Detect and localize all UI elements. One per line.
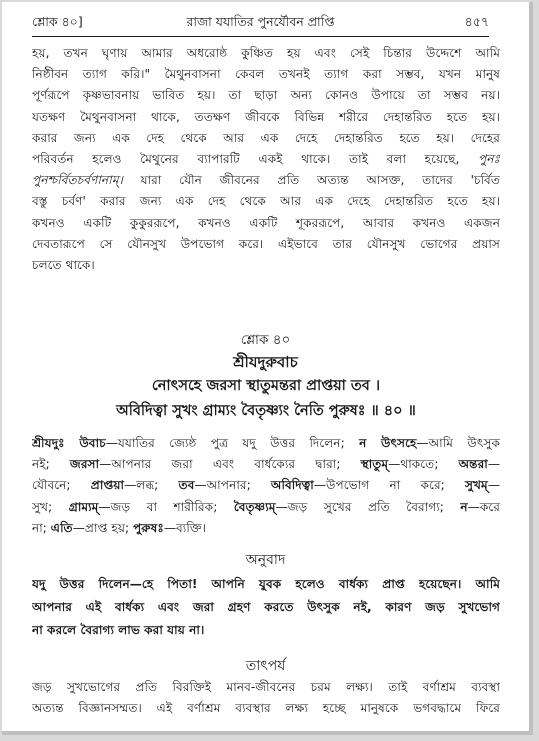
intro-line: পূর্ণরূপে কৃষ্ণভাবনায় ভাবিত হয়। তা ছাড়া অন্য কোনও উপায়ে তা সম্ভব নয়।	[32, 88, 500, 103]
synonym-term: এতি	[50, 520, 73, 535]
synonym-meaning: —থাকতে;	[388, 457, 439, 472]
intro-line: কখনও একটি কুকুররূপে, কখনও একটি শূকররূপে, আবার কখনও একজন	[32, 215, 500, 230]
quote-italic: পুনশ্চর্বিতচর্বণানাম্।	[32, 173, 123, 188]
synonym-term: প্রাপ্তয়া	[90, 478, 125, 493]
intro-line: নিষ্ঠীবন ত্যাগ করি।" মৈথুনবাসনা কেবল তখনই ত্যাগ করা সম্ভব, যখন মানুষ	[32, 67, 500, 82]
synonym-term: ন	[460, 499, 468, 514]
intro-line: বস্তু চর্বণ' করার জন্য এক দেহ থেকে আর এক দেহে দেহান্তরিত হতে হয়।	[32, 194, 500, 209]
intro-line: হয়, তখন ঘৃণায় আমার অধরোষ্ঠ কুঞ্চিত হয় এবং সেই চিন্তার উদ্দেশে আমি	[32, 46, 500, 60]
running-header	[32, 12, 489, 32]
intro-text: যারা যৌন জীবনের প্রতি অত্যন্ত আসক্ত, তাদের 'চর্বিত	[122, 173, 500, 188]
purport-heading: তাৎপর্য	[245, 658, 286, 674]
intro-line	[32, 170, 500, 191]
verse-speaker: শ্রীযদুরুবাচ	[233, 353, 298, 371]
synonym-term: বৈতৃষ্ণ্যম্	[233, 499, 276, 514]
verse-label: শ্লোক ৪০	[240, 332, 291, 348]
synonym-term: পুরুষঃ	[132, 520, 164, 535]
translation-line: যদু উত্তর দিলেন—হে পিতা! আপনি যুবক হলেও বার্ধক্য প্রাপ্ত হয়েছেন। আমি	[32, 577, 500, 591]
translation-paragraph	[32, 573, 500, 642]
header-chapter-title: রাজা যযাতির পুনর্যৌবন প্রাপ্তি	[186, 14, 335, 29]
quote-italic: পুনঃ	[477, 152, 500, 167]
intro-line	[32, 149, 500, 170]
book-page	[2, 2, 533, 735]
synonym-line	[32, 518, 500, 539]
header-page-number: ৪৫৭	[464, 14, 489, 29]
synonym-term: স্থাতুম্	[360, 457, 389, 472]
synonym-line	[32, 475, 500, 496]
synonym-meaning: —যযাতির জ্যেষ্ঠ পুত্র যদু উত্তর দিলেন;	[105, 436, 345, 450]
synonym-meaning: —আমি উৎসুক	[416, 436, 500, 450]
intro-paragraph	[32, 43, 500, 276]
synonyms	[32, 433, 500, 539]
intro-line: চলতে থাকে।	[32, 258, 95, 273]
purport-paragraph	[32, 677, 500, 719]
synonym-term: ন উৎসহে	[359, 436, 417, 450]
synonym-meaning: —ব্যক্তি।	[163, 520, 207, 535]
purport-line: জড় সুখভোগের প্রতি বিরক্তিই মানব-জীবনের চরম লক্ষ্য। তাই বর্ণাশ্রম ব্যবস্থা	[32, 680, 500, 694]
synonym-meaning: —আপনার জরা এবং বার্ধক্যের দ্বারা;	[99, 457, 341, 472]
synonym-meaning: —উপভোগ না করে;	[313, 478, 445, 493]
intro-line: যতক্ষণ মৈথুনবাসনা থাকে, ততক্ষণ জীবকে বিভিন্ন শরীরে দেহান্তরিত হতে হয়।	[32, 109, 500, 124]
synonym-meaning: যৌবনে;	[32, 478, 71, 493]
header-rule	[32, 36, 489, 37]
verse-line-1: নোৎসহে জরসা স্থাতুমন্তরা প্রাপ্তয়া তব ।	[151, 377, 381, 394]
synonym-meaning: —জড় বা শারীরিক;	[98, 499, 218, 514]
synonym-term: সুখম্	[464, 478, 488, 493]
intro-line: দেবতারূপে সে যৌনসুখ উপভোগ করে। এইভাবে তার যৌনসুখ ভোগের প্রয়াস	[32, 236, 500, 251]
synonym-meaning: —	[487, 478, 500, 493]
synonym-term: গ্রাম্যম্	[68, 499, 99, 514]
synonym-meaning: —করে	[467, 499, 500, 514]
verse-line-2: অবিদিত্বা সুখং গ্রাম্যং বৈতৃষ্ণ্যং নৈতি পুরুষঃ ॥ ৪০ ॥	[116, 402, 416, 419]
translation-line: আপনার এই বার্ধক্য এবং জরা গ্রহণ করতে উৎসুক নই, কারণ জড় সুখভোগ	[32, 600, 500, 614]
header-verse-ref: শ্লোক ৪০]	[32, 14, 83, 29]
synonym-meaning: সুখ;	[32, 499, 53, 514]
synonym-term: অবিদিত্বা	[270, 478, 314, 493]
synonym-line	[32, 454, 500, 475]
synonym-meaning: —প্রাপ্ত হয়;	[72, 520, 130, 535]
synonym-line	[32, 497, 500, 518]
translation-line: না করলে বৈরাগ্য লাভ করা যায় না।	[32, 623, 205, 637]
synonym-meaning: —লব্ধ;	[124, 478, 159, 493]
synonym-term: শ্রীযদুঃ উবাচ	[32, 436, 106, 450]
intro-text: পরিবর্তন হলেও মৈথুনের ব্যাপারটি একই থাকে। তাই বলা হয়েছে,	[32, 152, 460, 167]
intro-line: করার জন্য এক দেহ থেকে আর এক দেহে দেহান্তরিত হতে হয়। দেহের	[32, 130, 500, 145]
synonym-meaning: —জড় সুখের প্রতি বৈরাগ্য;	[275, 499, 444, 514]
synonym-meaning: না;	[32, 520, 47, 535]
synonym-line	[32, 433, 500, 454]
synonym-meaning: নই;	[32, 457, 50, 472]
synonym-term: জরসা	[69, 457, 100, 472]
synonym-meaning: —আপনার;	[194, 478, 251, 493]
translation-heading: অনুবাদ	[245, 552, 286, 568]
synonym-meaning: —	[487, 457, 500, 472]
purport-line: অত্যন্ত বিজ্ঞানসম্মত। এই বর্ণাশ্রম ব্যবস্থার লক্ষ্য হচ্ছে মানুষকে ভগবদ্ধামে ফিরে	[32, 701, 500, 716]
synonym-term: অন্তরা	[458, 457, 488, 472]
synonym-term: তব	[178, 478, 195, 493]
